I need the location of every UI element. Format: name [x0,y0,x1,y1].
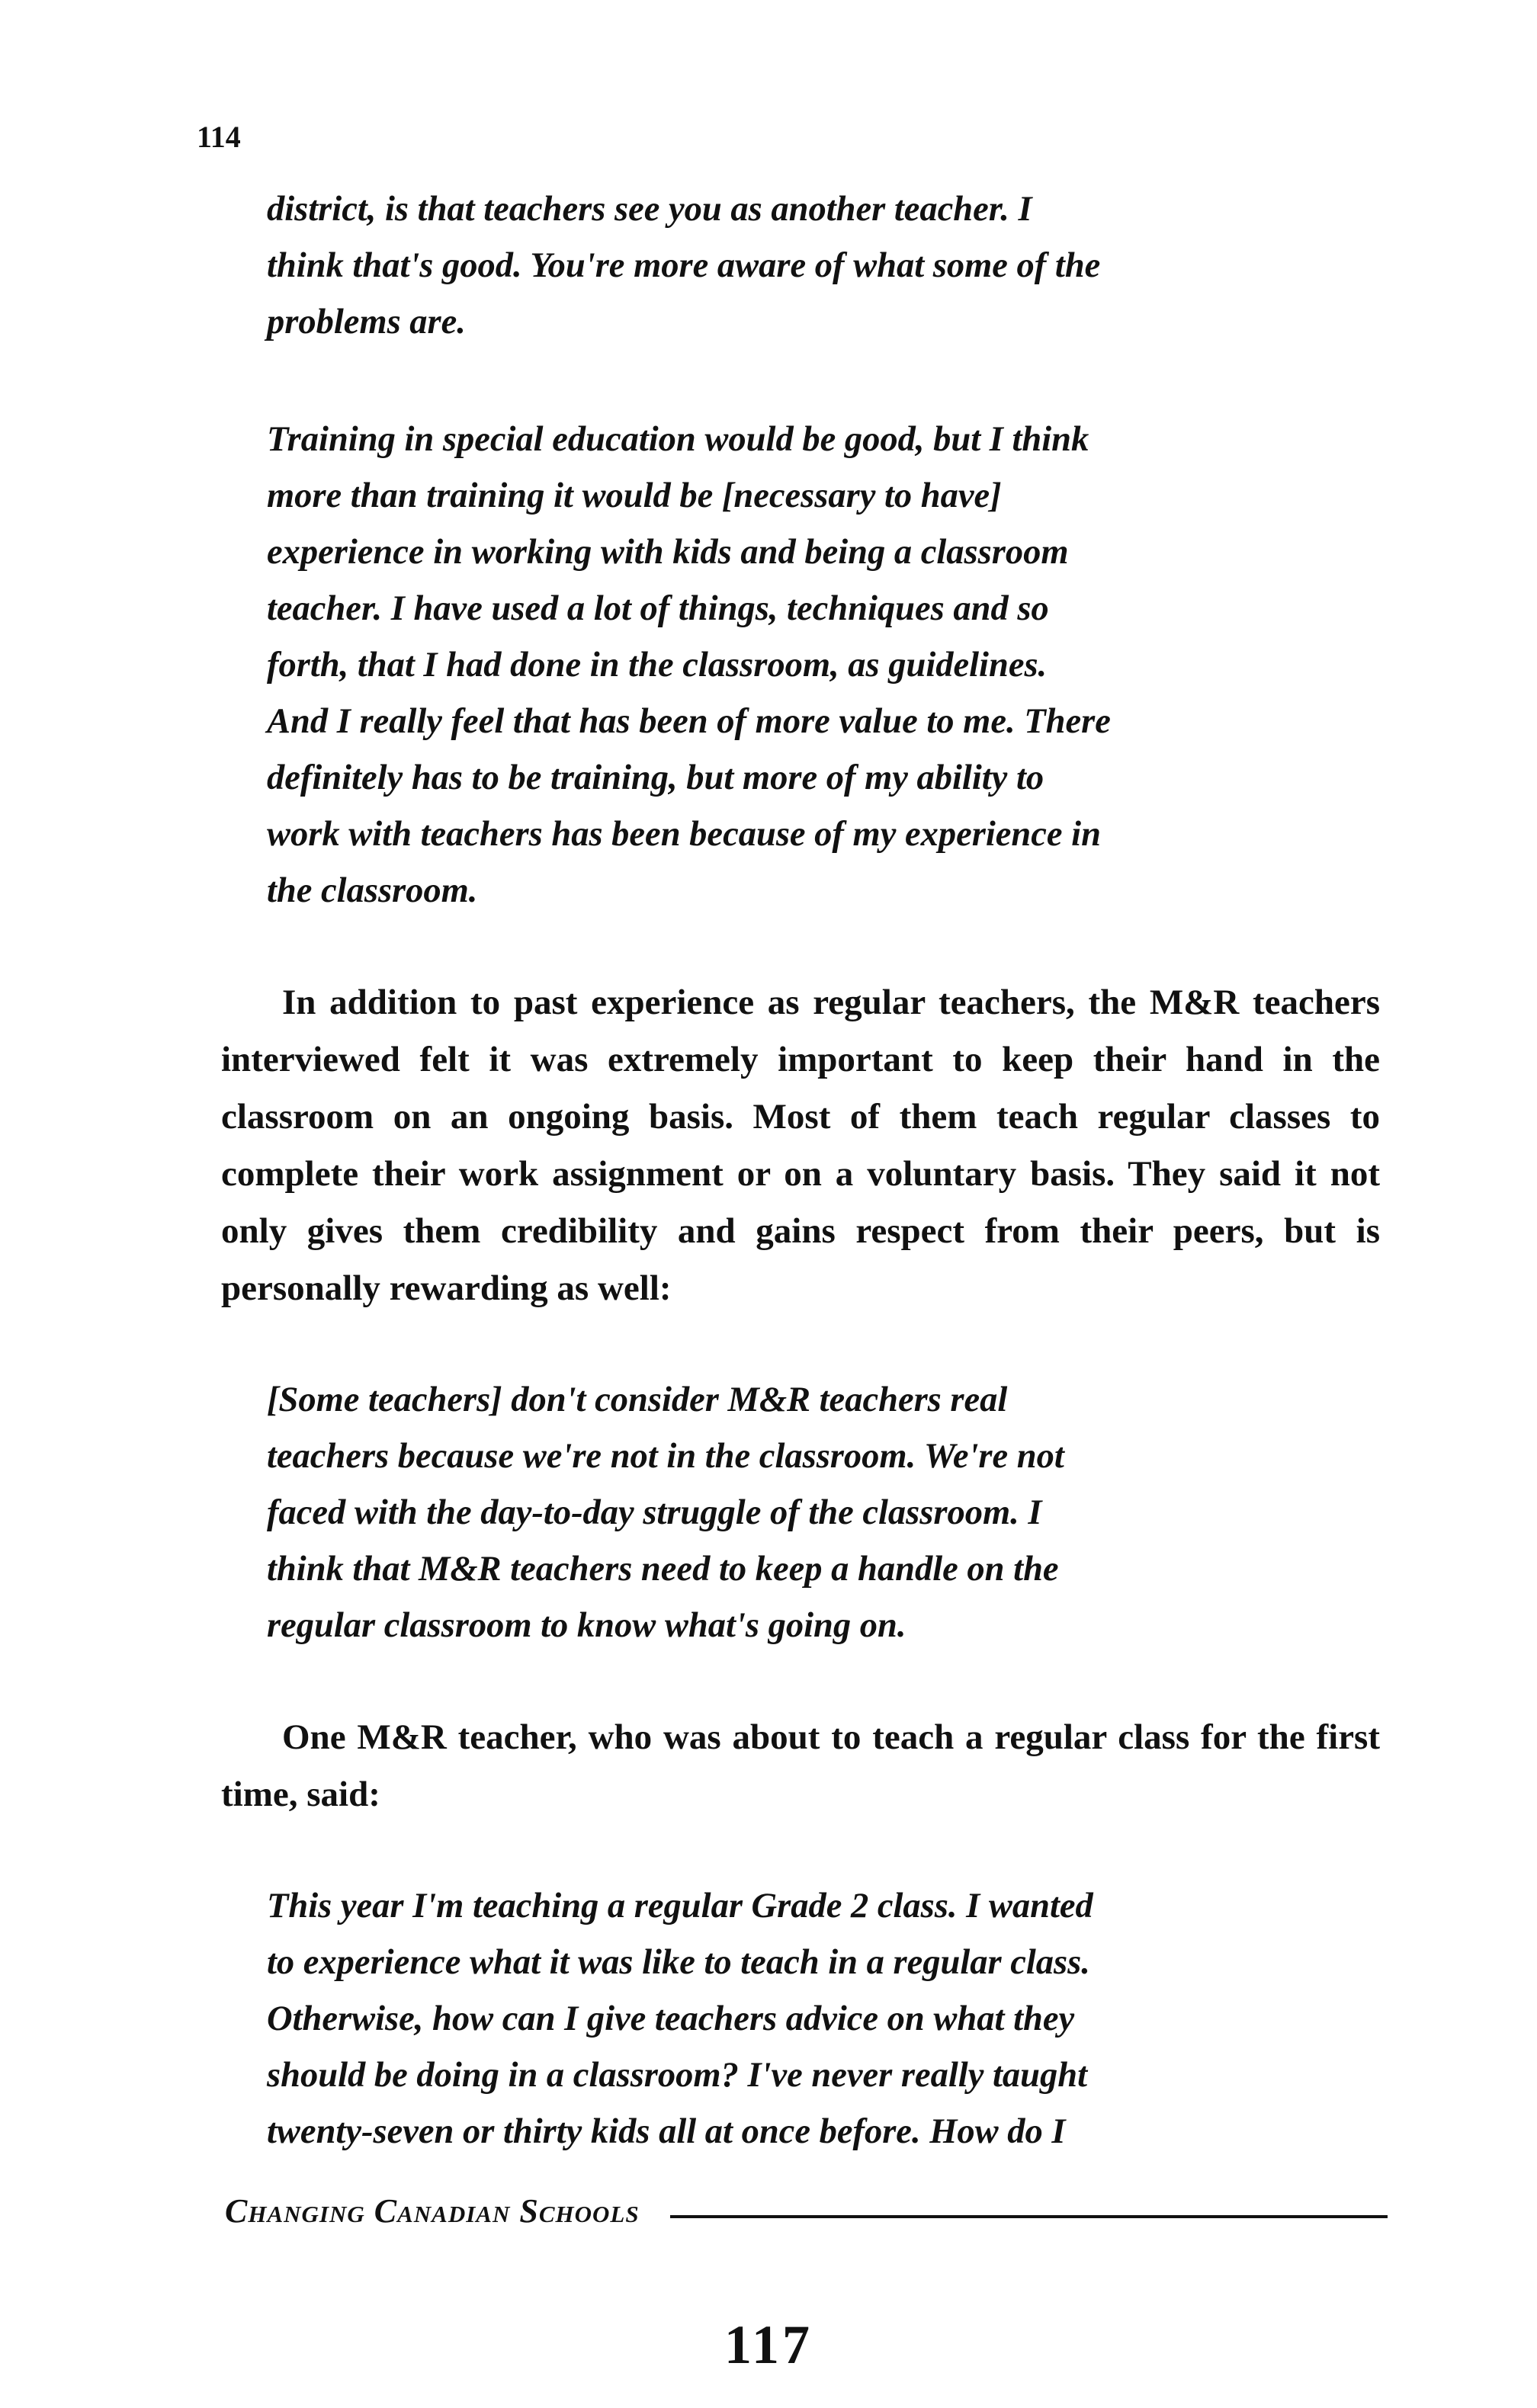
block-quote [267,1372,1365,1654]
quote-line: teachers because we're not in the classroom. We're not [267,1437,1064,1476]
footer-rule [670,2215,1388,2218]
spacer [221,919,1380,974]
quote-line: faced with the day-to-day struggle of the classroom. I [267,1493,1042,1532]
body-text [221,181,1380,2160]
spacer [221,351,1380,412]
block-quote [267,1878,1365,2160]
quote-line: more than training it would be [necessary to have] [267,476,1002,515]
spacer [221,1654,1380,1709]
quote-line: should be doing in a classroom? I've never really taught [267,2056,1088,2095]
body-paragraph [221,974,1380,1317]
footer-book-title: Changing Canadian Schools [225,2192,640,2230]
spacer [221,1823,1380,1878]
folio-number: 117 [724,2314,813,2375]
quote-line: Training in special education would be good, but I think [267,420,1089,459]
paragraph-text: One M&R teacher, who was about to teach a regular class for the first time, said: [221,1717,1380,1814]
block-quote [267,412,1365,919]
quote-line: forth, that I had done in the classroom, as guidelines. [267,646,1048,685]
quote-line: Otherwise, how can I give teachers advice on what they [267,1999,1075,2038]
quote-line: to experience what it was like to teach in a regular class. [267,1943,1090,1982]
quote-line: definitely has to be training, but more of my ability to [267,758,1044,797]
quote-line: And I really feel that has been of more value to me. There [267,702,1111,741]
block-quote [267,181,1365,351]
page-number: 114 [197,120,241,154]
quote-line: think that's good. You're more aware of what some of the [267,246,1101,285]
quote-line: regular classroom to know what's going on. [267,1606,906,1645]
spacer [221,1317,1380,1372]
paragraph-text: In addition to past experience as regular teachers, the M&R teachers interviewed felt it was extremely important to keep their hand in the classroom on an ongoing basis. Most of them teach regular classes to complete their work assignment or on a voluntary basis. They said it not only gives them credibility and gains respect from their peers, but is personally rewarding as well: [221,983,1380,1308]
quote-line: problems are. [267,303,466,341]
quote-line: twenty-seven or thirty kids all at once before. How do I [267,2112,1066,2151]
quote-line: work with teachers has been because of my experience in [267,815,1101,854]
quote-line: This year I'm teaching a regular Grade 2 class. I wanted [267,1887,1093,1925]
quote-line: the classroom. [267,871,478,910]
body-paragraph [221,1709,1380,1823]
quote-line: district, is that teachers see you as another teacher. I [267,190,1032,229]
quote-line: experience in working with kids and being a classroom [267,533,1069,572]
quote-line: think that M&R teachers need to keep a handle on the [267,1550,1059,1589]
quote-line: teacher. I have used a lot of things, techniques and so [267,589,1049,628]
quote-line: [Some teachers] don't consider M&R teachers real [267,1380,1008,1419]
running-footer [225,2192,1388,2230]
